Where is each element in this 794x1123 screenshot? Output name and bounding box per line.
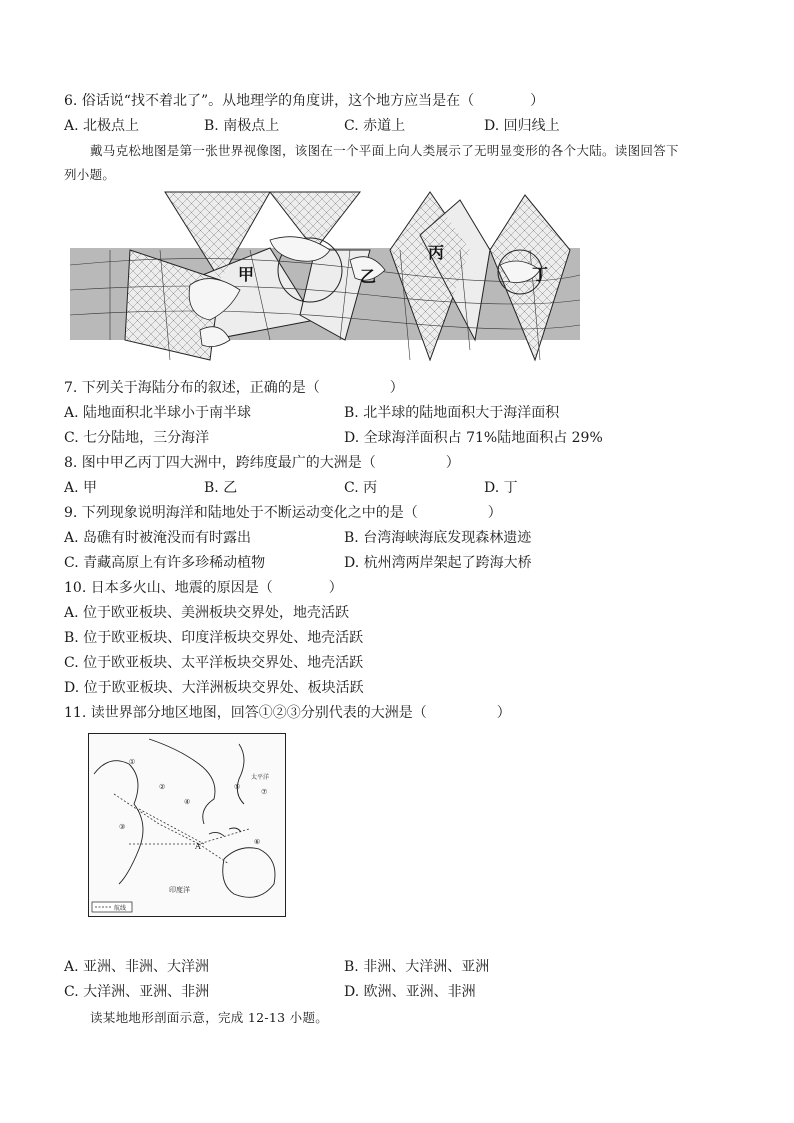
map-marker-4: ④: [184, 798, 191, 806]
map-marker-2: ②: [159, 783, 166, 791]
q8-stem: 8. 图中甲乙丙丁四大洲中，跨纬度最广的大洲是（ ）: [64, 455, 460, 471]
map-route: [129, 829, 249, 844]
map-ocean-pacific: 太平洋: [251, 774, 270, 781]
q11-stem: 11. 读世界部分地区地图，回答①②③分别代表的大洲是（ ）: [64, 705, 511, 721]
q8-option-a: A. 甲: [64, 480, 98, 496]
q7-option-c: C. 七分陆地，三分海洋: [64, 430, 210, 446]
q9-option-a: A. 岛礁有时被淹没而有时露出: [64, 530, 252, 546]
map-point-a: A: [195, 842, 201, 851]
map-route: [139, 809, 204, 844]
map-ocean-indian: 印度洋: [169, 886, 190, 894]
map-marker-6: ⑥: [254, 838, 261, 846]
q10-option-b: B. 位于欧亚板块、印度洋板块交界处、地壳活跃: [64, 630, 364, 646]
q10-stem: 10. 日本多火山、地震的原因是（ ）: [64, 580, 343, 596]
map-marker-3: ③: [119, 823, 126, 831]
q8-option-d: D. 丁: [484, 480, 518, 496]
map-coast-australia: [223, 848, 275, 898]
map-islands: [209, 828, 241, 836]
q11-option-d: D. 欧洲、亚洲、非洲: [344, 984, 476, 1000]
q10-option-c: C. 位于欧亚板块、太平洋板块交界处、地壳活跃: [64, 655, 364, 671]
map-coast-eastasia: [237, 744, 244, 804]
q11-option-a: A. 亚洲、非洲、大洋洲: [64, 959, 210, 975]
intro-text-line2: 列小题。: [64, 167, 116, 182]
q9-option-d: D. 杭州湾两岸架起了跨海大桥: [344, 555, 532, 571]
map-label-jia: 甲: [238, 265, 255, 284]
map-marker-7: ⑦: [261, 788, 268, 796]
q6-option-d: D. 回归线上: [484, 118, 560, 134]
map-route: [199, 844, 229, 864]
q7-option-d: D. 全球海洋面积占 71%陆地面积占 29%: [344, 430, 603, 446]
q6-option-b: B. 南极点上: [204, 118, 280, 134]
q7-option-a: A. 陆地面积北半球小于南半球: [64, 405, 252, 421]
q10-option-a: A. 位于欧亚板块、美洲板块交界处，地壳活跃: [64, 605, 350, 621]
q8-option-b: B. 乙: [204, 480, 238, 496]
map-legend-label: 航线: [114, 905, 127, 912]
q9-option-b: B. 台湾海峡海底发现森林遗迹: [344, 530, 532, 546]
dymaxion-map: [70, 190, 580, 370]
intro-text-12-13: 读某地地形剖面示意，完成 12-13 小题。: [90, 1010, 329, 1025]
q11-option-b: B. 非洲、大洋洲、亚洲: [344, 959, 490, 975]
q11-option-c: C. 大洋洲、亚洲、非洲: [64, 984, 210, 1000]
q9-stem: 9. 下列现象说明海洋和陆地处于不断运动变化之中的是（ ）: [64, 505, 502, 521]
dymaxion-map-svg: [70, 190, 580, 370]
q6-stem: 6. 俗话说“找不着北了”。从地理学的角度讲，这个地方应当是在（ ）: [64, 93, 545, 109]
map-marker-5: ⑤: [234, 783, 241, 791]
q6-option-c: C. 赤道上: [344, 118, 406, 134]
map-coast-asia: [149, 739, 215, 824]
map-marker-1: ①: [129, 758, 136, 766]
q8-option-c: C. 丙: [344, 480, 378, 496]
map-label-yi: 乙: [360, 267, 377, 286]
q9-option-c: C. 青藏高原上有许多珍稀动植物: [64, 555, 266, 571]
world-region-map: [88, 733, 286, 917]
q7-stem: 7. 下列关于海陆分布的叙述，正确的是（ ）: [64, 380, 404, 396]
q6-option-a: A. 北极点上: [64, 118, 140, 134]
map-label-bing: 丙: [428, 243, 445, 262]
map-label-ding: 丁: [532, 265, 549, 284]
world-region-map-svg: [89, 734, 285, 916]
q7-option-b: B. 北半球的陆地面积大于海洋面积: [344, 405, 560, 421]
q10-option-d: D. 位于欧亚板块、大洋洲板块交界处、板块活跃: [64, 680, 364, 696]
intro-text-line1: 戴马克松地图是第一张世界视像图，该图在一个平面上向人类展示了无明显变形的各个大陆。读图回答下: [90, 143, 679, 158]
